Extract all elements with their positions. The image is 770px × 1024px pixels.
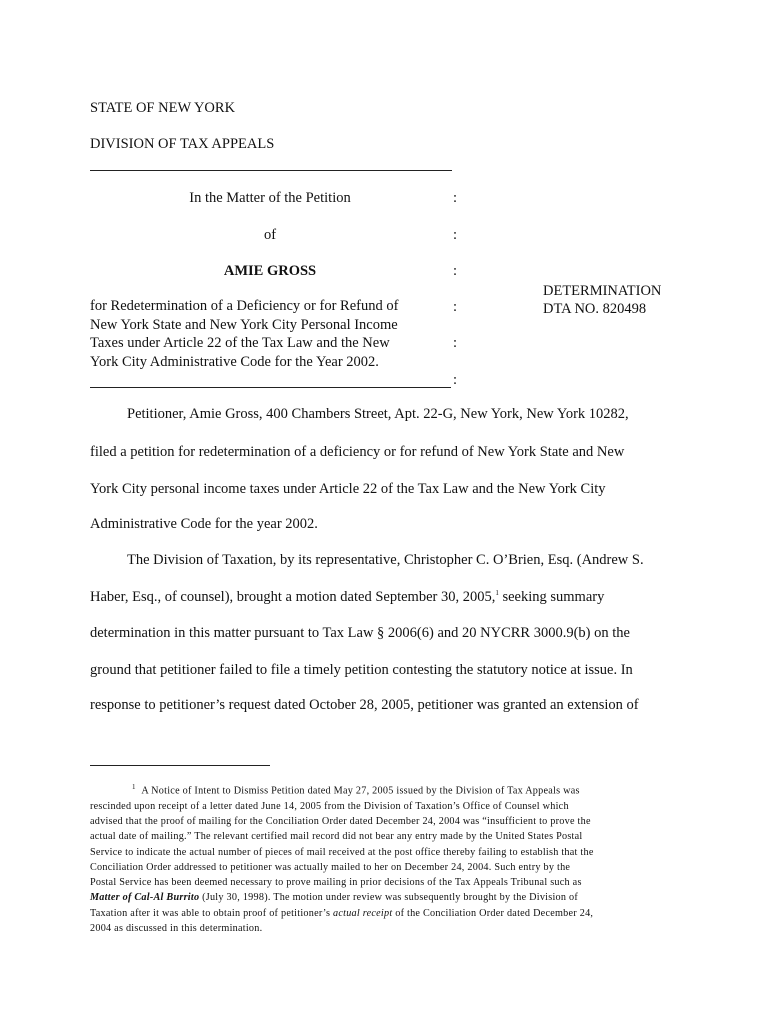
caption-colon: : [453, 372, 458, 388]
caption-colon: : [453, 190, 458, 206]
body-line: ground that petitioner failed to file a timely petition contesting the statutory notice at issue. In [90, 662, 633, 678]
determination-block [543, 282, 661, 318]
caption-description-line: Taxes under Article 22 of the Tax Law and the New [90, 335, 390, 351]
footnote-line: Postal Service has been deemed necessary to prove mailing in prior decisions of the Tax Appeals Tribunal such as [90, 877, 582, 889]
body-text: seeking summary [498, 589, 605, 605]
caption-description [90, 297, 398, 371]
footnote-mark: 1 [132, 783, 136, 791]
footnote [90, 780, 680, 936]
footnote-line: 2004 as discussed in this determination. [90, 923, 263, 935]
footnote-line [90, 890, 680, 905]
caption-colon: : [453, 335, 458, 351]
footnote-line: actual date of mailing.” The relevant certified mail record did not bear any entry made by the United States Postal [90, 831, 583, 843]
footnote-separator [90, 765, 270, 766]
agency-state: STATE OF NEW YORK [90, 100, 236, 116]
caption-description-line: York City Administrative Code for the Year 2002. [90, 353, 379, 370]
footnote-text: Taxation after it was able to obtain proof of petitioner’s [90, 907, 333, 919]
agency-division: DIVISION OF TAX APPEALS [90, 136, 275, 152]
caption-bottom-rule [90, 387, 451, 388]
footnote-text: (July 30, 1998). The motion under review was subsequently brought by the Division of [199, 892, 579, 904]
footnote-text: A Notice of Intent to Dismiss Petition dated May 27, 2005 issued by the Division of Tax Appeals was [141, 785, 580, 797]
caption-colon: : [453, 227, 458, 243]
body-line: response to petitioner’s request dated October 28, 2005, petitioner was granted an extension of [90, 697, 639, 713]
case-citation: Matter of Cal-Al Burrito [90, 892, 200, 904]
petitioner-name: AMIE GROSS [223, 263, 317, 279]
caption-matter: In the Matter of the Petition [189, 190, 351, 206]
determination-number: DTA NO. 820498 [543, 301, 647, 317]
footnote-line: Conciliation Order addressed to petitioner was actually mailed to her on December 24, 2004. Such entry by the [90, 861, 571, 873]
footnote-reference: 1 [495, 589, 499, 598]
footnote-line: rescinded upon receipt of a letter dated June 14, 2005 from the Division of Taxation’s Office of Counsel which [90, 800, 569, 812]
footnote-line: Service to indicate the actual number of pieces of mail received at the post office thereby failing to establish that the [90, 846, 594, 858]
footnote-line: advised that the proof of mailing for the Conciliation Order dated December 24, 2004 was “insufficient to prove the [90, 815, 591, 827]
caption-description-line: New York State and New York City Personal Income [90, 316, 398, 333]
body-line [90, 589, 604, 606]
footnote-line [90, 780, 680, 799]
body-line: Petitioner, Amie Gross, 400 Chambers Street, Apt. 22-G, New York, New York 10282, [127, 406, 629, 422]
body-line: York City personal income taxes under Article 22 of the Tax Law and the New York City [90, 481, 606, 497]
caption-colon: : [453, 299, 458, 315]
footnote-emphasis: actual receipt [333, 907, 393, 919]
caption-description-line: for Redetermination of a Deficiency or for Refund of [90, 298, 399, 314]
footnote-text: of the Conciliation Order dated December 24, [392, 907, 594, 919]
footnote-line [90, 906, 680, 921]
caption-top-rule [90, 170, 452, 171]
body-line: Administrative Code for the year 2002. [90, 516, 318, 532]
body-text: Haber, Esq., of counsel), brought a motion dated September 30, 2005, [90, 589, 496, 605]
body-line: determination in this matter pursuant to Tax Law § 2006(6) and 20 NYCRR 3000.9(b) on the [90, 625, 630, 641]
caption-of: of [263, 227, 277, 243]
body-line: The Division of Taxation, by its representative, Christopher C. O’Brien, Esq. (Andrew S. [127, 552, 644, 568]
determination-label: DETERMINATION [543, 283, 662, 299]
body-line: filed a petition for redetermination of a deficiency or for refund of New York State and New [90, 444, 625, 460]
caption-colon: : [453, 263, 458, 279]
